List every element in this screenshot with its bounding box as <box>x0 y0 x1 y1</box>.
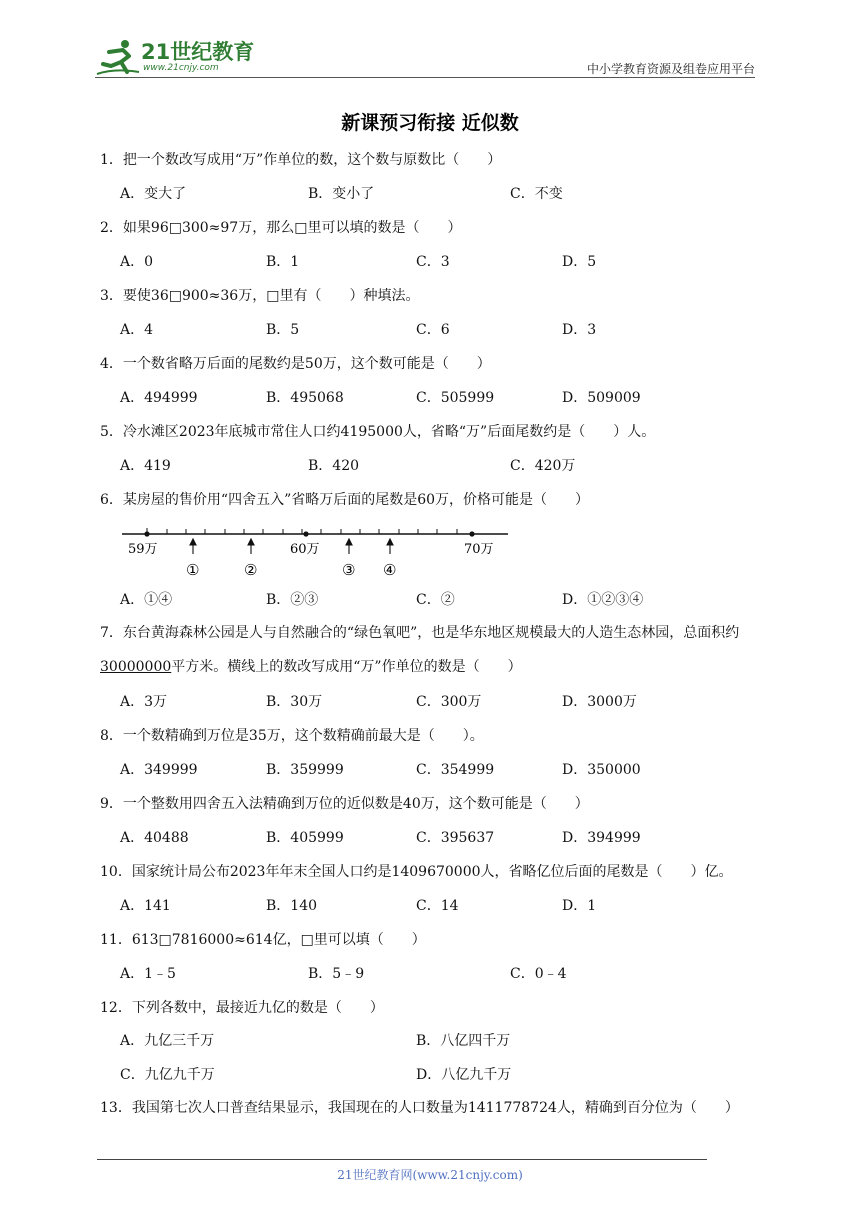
label-60wan: 60万 <box>290 542 320 557</box>
option-a[interactable]: A．349999 <box>120 762 198 778</box>
option-b[interactable]: B．420 <box>308 458 360 474</box>
question-8: 8．一个数精确到万位是35万，这个数精确前最大是（ ）。 <box>100 728 484 744</box>
marker-2: ② <box>244 561 258 579</box>
question-6-options <box>120 590 760 610</box>
question-3-options <box>120 320 760 340</box>
option-d[interactable]: D．八亿九千万 <box>416 1067 512 1083</box>
question-1-options <box>120 184 760 204</box>
option-c[interactable]: C．② <box>416 592 455 608</box>
question-4-options <box>120 388 760 408</box>
option-b[interactable]: B．八亿四千万 <box>416 1033 511 1049</box>
option-d[interactable]: D．3000万 <box>562 694 637 710</box>
option-b[interactable]: B．②③ <box>266 592 319 608</box>
question-7-part2: 平方米。横线上的数改写成用“万”作单位的数是（ ） <box>171 659 522 675</box>
question-2-options <box>120 252 760 272</box>
option-b[interactable]: B．359999 <box>266 762 344 778</box>
question-3: 3．要使36□900≈36万，□里有（ ）种填法。 <box>100 288 420 304</box>
option-d[interactable]: D．5 <box>562 254 597 270</box>
question-5-options <box>120 456 760 476</box>
question-8-options <box>120 760 760 780</box>
marker-3: ③ <box>342 561 356 579</box>
question-13: 13．我国第七次人口普查结果显示，我国现在的人口数量为1411778724人，精确到百分位为（ ） <box>100 1100 739 1116</box>
point-60wan <box>303 531 308 536</box>
option-b[interactable]: B．30万 <box>266 694 323 710</box>
question-7-options <box>120 692 760 712</box>
question-4: 4．一个数省略万后面的尾数约是50万，这个数可能是（ ） <box>100 356 491 372</box>
page-title: 新课预习衔接 近似数 <box>341 112 519 134</box>
logo <box>95 36 265 78</box>
option-b[interactable]: B．405999 <box>266 830 344 846</box>
option-c[interactable]: C．420万 <box>510 458 576 474</box>
option-c[interactable]: C．九亿九千万 <box>120 1067 215 1083</box>
question-9: 9．一个整数用四舍五入法精确到万位的近似数是40万，这个数可能是（ ） <box>100 796 589 812</box>
footer-divider <box>97 1159 707 1160</box>
option-a[interactable]: A．141 <box>120 898 171 914</box>
option-c[interactable]: C．354999 <box>416 762 495 778</box>
question-2: 2．如果96□300≈97万，那么□里可以填的数是（ ） <box>100 220 462 236</box>
point-70wan <box>469 531 474 536</box>
option-d[interactable]: D．394999 <box>562 830 641 846</box>
question-11: 11．613□7816000≈614亿，□里可以填（ ） <box>100 932 426 948</box>
question-10-options <box>120 896 760 916</box>
question-7 <box>100 616 760 684</box>
question-1: 1．把一个数改写成用“万”作单位的数，这个数与原数比（ ） <box>100 152 502 168</box>
option-d[interactable]: D．1 <box>562 898 597 914</box>
number-line-diagram <box>120 518 520 580</box>
option-a[interactable]: A．①④ <box>120 592 173 608</box>
option-c[interactable]: C．0﹣4 <box>510 966 567 982</box>
option-b[interactable]: B．140 <box>266 898 318 914</box>
question-7-underlined-number: 30000000 <box>100 659 172 675</box>
marker-4: ④ <box>383 561 397 579</box>
option-c[interactable]: C．不变 <box>510 186 563 202</box>
option-a[interactable]: A．0 <box>120 254 154 270</box>
question-7-part1: 7．东台黄海森林公园是人与自然融合的“绿色氧吧”，也是华东地区规模最大的人造生态林园，总面积约 <box>100 625 740 641</box>
option-b[interactable]: B．5 <box>266 322 300 338</box>
option-a[interactable]: A．3万 <box>120 694 168 710</box>
footer-source[interactable]: 21世纪教育网(www.21cnjy.com) <box>337 1168 523 1182</box>
label-70wan: 70万 <box>464 542 494 557</box>
option-b[interactable]: B．5﹣9 <box>308 966 365 982</box>
label-59wan: 59万 <box>128 542 158 557</box>
option-d[interactable]: D．①②③④ <box>562 592 644 608</box>
logo-text: 21世纪教育 <box>141 40 255 64</box>
option-d[interactable]: D．350000 <box>562 762 641 778</box>
option-a[interactable]: A．4 <box>120 322 154 338</box>
runner-logo-icon <box>95 38 141 78</box>
option-a[interactable]: A．419 <box>120 458 171 474</box>
number-line-ticks <box>147 528 457 534</box>
option-c[interactable]: C．395637 <box>416 830 495 846</box>
option-a[interactable]: A．变大了 <box>120 186 187 202</box>
header-divider <box>95 77 755 78</box>
option-d[interactable]: D．3 <box>562 322 597 338</box>
option-a[interactable]: A．九亿三千万 <box>120 1033 215 1049</box>
option-a[interactable]: A．40488 <box>120 830 189 846</box>
logo-url: www.21cnjy.com <box>143 63 219 73</box>
option-c[interactable]: C．3 <box>416 254 450 270</box>
option-c[interactable]: C．14 <box>416 898 459 914</box>
platform-label: 中小学教育资源及组卷应用平台 <box>586 62 755 76</box>
option-b[interactable]: B．1 <box>266 254 300 270</box>
question-11-options <box>120 964 760 984</box>
option-c[interactable]: C．505999 <box>416 390 495 406</box>
point-59wan <box>144 531 149 536</box>
question-12: 12．下列各数中，最接近九亿的数是（ ） <box>100 1000 384 1016</box>
question-9-options <box>120 828 760 848</box>
question-6: 6．某房屋的售价用“四舍五入”省略万后面的尾数是60万，价格可能是（ ） <box>100 492 590 508</box>
question-5: 5．冷水滩区2023年底城市常住人口约4195000人，省略“万”后面尾数约是（ ）人。 <box>100 424 656 440</box>
option-c[interactable]: C．6 <box>416 322 450 338</box>
option-a[interactable]: A．1﹣5 <box>120 966 176 982</box>
option-c[interactable]: C．300万 <box>416 694 482 710</box>
question-12-options-row-1 <box>120 1031 760 1051</box>
option-b[interactable]: B．495068 <box>266 390 344 406</box>
option-d[interactable]: D．509009 <box>562 390 641 406</box>
page-header <box>95 36 755 78</box>
option-b[interactable]: B．变小了 <box>308 186 375 202</box>
question-10: 10．国家统计局公布2023年年末全国人口约是1409670000人，省略亿位后面的尾数是（ ）亿。 <box>100 864 733 880</box>
question-12-options-row-2 <box>120 1065 760 1085</box>
marker-1: ① <box>186 561 200 579</box>
option-a[interactable]: A．494999 <box>120 390 198 406</box>
